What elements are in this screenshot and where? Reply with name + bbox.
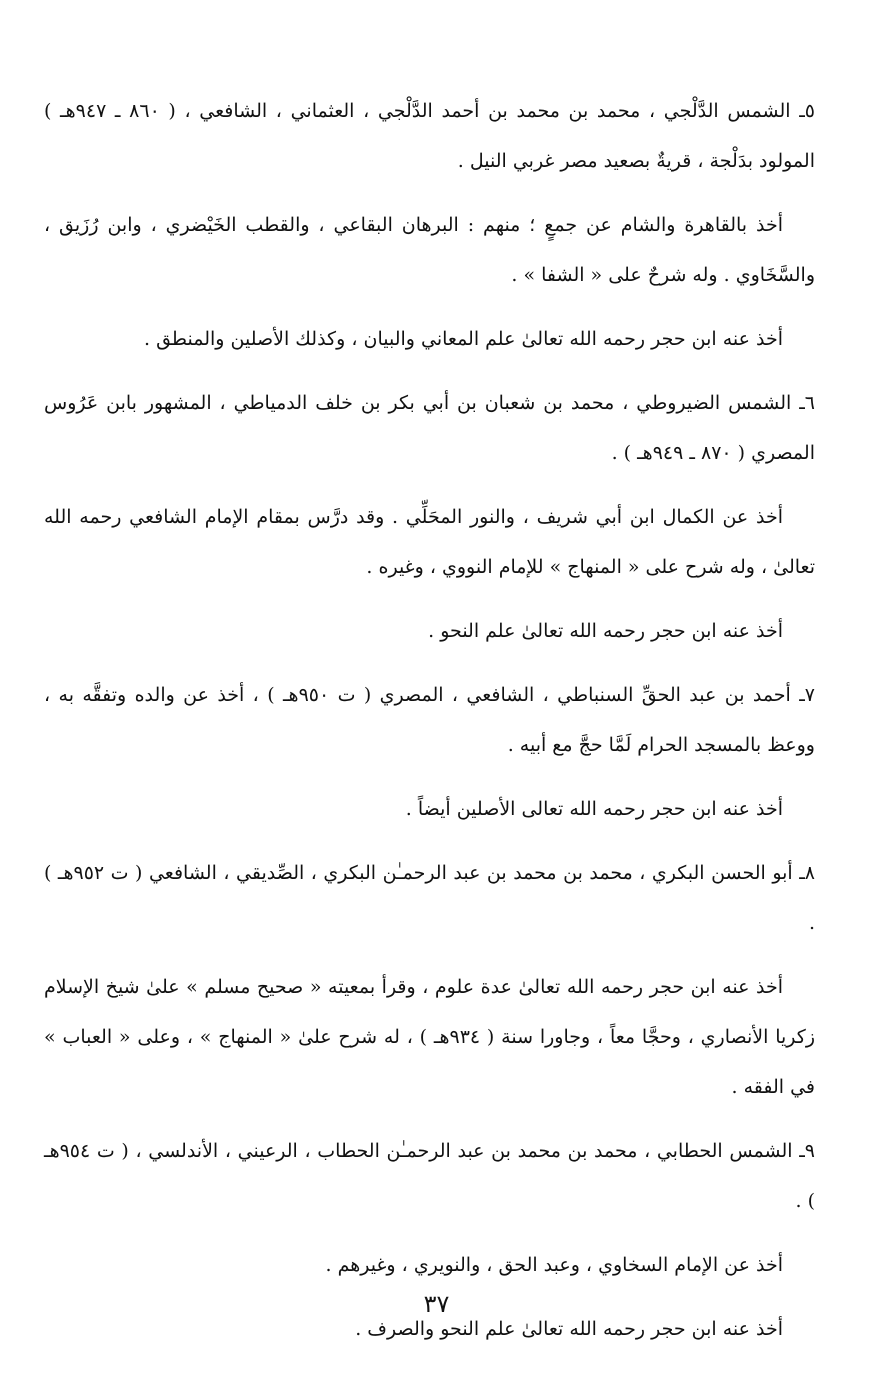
- entry-7-relation: أخذ عنه ابن حجر رحمه الله تعالى الأصلين أيضاً .: [405, 798, 783, 820]
- page-number: ٣٧: [423, 1290, 450, 1318]
- page-body: [44, 86, 815, 1368]
- entry-9-teachers: أخذ عن الإمام السخاوي ، وعبد الحق ، والنويري ، وغيرهم .: [325, 1254, 783, 1276]
- entry-5-relation: أخذ عنه ابن حجر رحمه الله تعالىٰ علم المعاني والبيان ، وكذلك الأصلين والمنطق .: [144, 328, 783, 350]
- entry-5-teachers: أخذ بالقاهرة والشام عن جمعٍ ؛ منهم : البرهان البقاعي ، والقطب الخَيْضري ، وابن رُزَيق ، والسَّخَاوي . وله شرحٌ على « الشفا » .: [44, 214, 815, 286]
- biography-entry-5: ٥ـ الشمس الدَّلْجي ، محمد بن محمد بن أحمد الدَّلْجي ، العثماني ، الشافعي ، ( ٨٦٠ ـ ٩٤٧هـ ) المولود بدَلْجة ، قريةٌ بصعيد مصر غربي النيل .: [44, 100, 815, 172]
- entry-6-relation: أخذ عنه ابن حجر رحمه الله تعالىٰ علم النحو .: [428, 620, 783, 642]
- biography-entry-9: ٩ـ الشمس الحطابي ، محمد بن محمد بن عبد الرحمـٰن الحطاب ، الرعيني ، الأندلسي ، ( ت ٩٥٤هـ ) .: [44, 1140, 815, 1212]
- entry-6-teachers: أخذ عن الكمال ابن أبي شريف ، والنور المحَلِّي . وقد درَّس بمقام الإمام الشافعي رحمه الله تعالىٰ ، وله شرح على « المنهاج » للإمام النووي ، وغيره .: [44, 506, 815, 578]
- entry-8-relation: أخذ عنه ابن حجر رحمه الله تعالىٰ عدة علوم ، وقرأ بمعيته « صحيح مسلم » علىٰ شيخ الإسلام زكريا الأنصاري ، وحجَّا معاً ، وجاورا سنة ( ٩٣٤هـ ) ، له شرح علىٰ « المنهاج » ، وعلى « العباب » في الفقه .: [44, 976, 815, 1098]
- entry-9-relation: أخذ عنه ابن حجر رحمه الله تعالىٰ علم النحو والصرف .: [355, 1318, 783, 1340]
- biography-entry-8: ٨ـ أبو الحسن البكري ، محمد بن محمد بن عبد الرحمـٰن البكري ، الصِّديقي ، الشافعي ( ت ٩٥٢هـ ) .: [44, 862, 815, 934]
- biography-entry-7: ٧ـ أحمد بن عبد الحقِّ السنباطي ، الشافعي ، المصري ( ت ٩٥٠هـ ) ، أخذ عن والده وتفقَّه به ، ووعظ بالمسجد الحرام لَمَّا حجَّ مع أبيه .: [44, 684, 815, 756]
- biography-entry-6: ٦ـ الشمس الضيروطي ، محمد بن شعبان بن أبي بكر بن خلف الدمياطي ، المشهور بابن عَرُوس المصري ( ٨٧٠ ـ ٩٤٩هـ ) .: [44, 392, 815, 464]
